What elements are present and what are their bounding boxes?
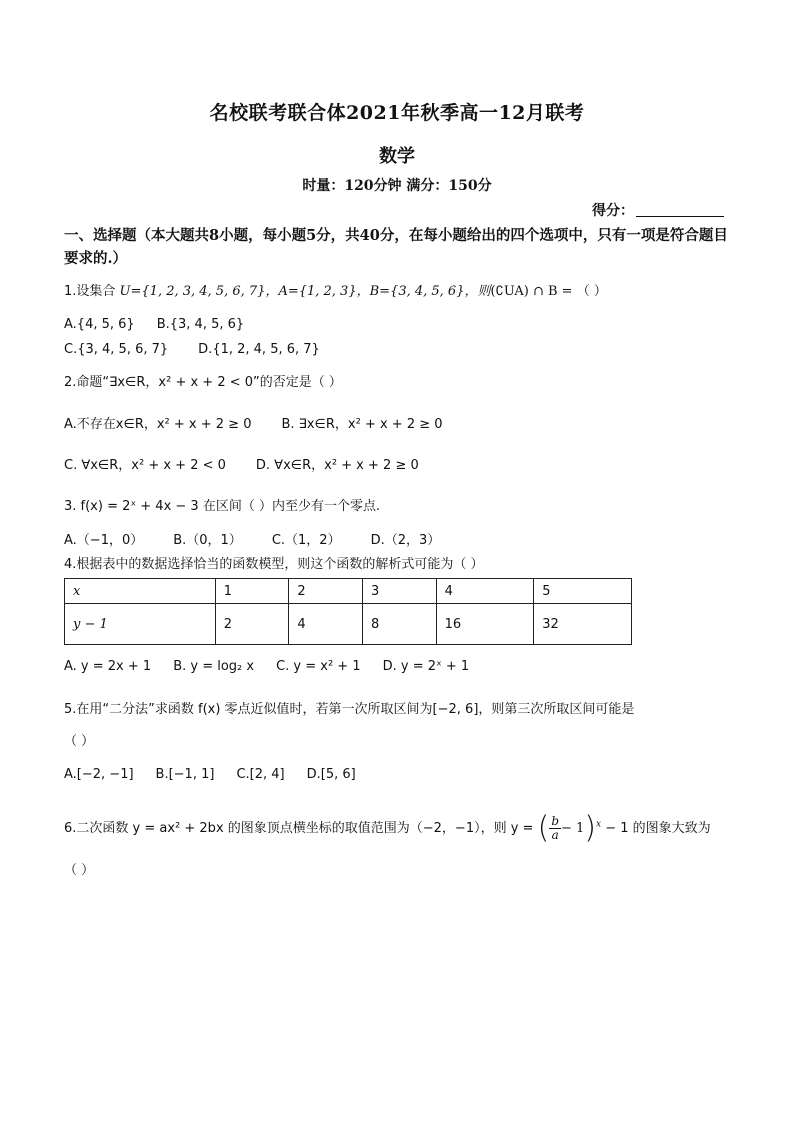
- q5-paren: （ ）: [64, 734, 95, 749]
- section-heading: 一、选择题（本大题共8小题，每小题5分，共40分，在每小题给出的四个选项中，只有一项是符合题目要求的.）: [64, 227, 728, 267]
- table-row: [65, 579, 632, 604]
- q5-option-c[interactable]: C.[2, 4]: [236, 767, 285, 782]
- q5-option-b[interactable]: B.[−1, 1]: [155, 767, 215, 782]
- q6-stem: [64, 810, 711, 846]
- q3-option-a[interactable]: A.（−1，0）: [64, 533, 144, 548]
- q6-exponent: x: [596, 819, 602, 830]
- table-cell: 5: [534, 579, 632, 604]
- table-cell: 8: [363, 604, 437, 645]
- q1-stem-prefix: 1.设集合: [64, 284, 120, 299]
- q2-option-d[interactable]: D. ∀x∈R，x² + x + 2 ≥ 0: [255, 458, 419, 473]
- q6-left-paren: (: [537, 810, 550, 846]
- q1-stem: [64, 283, 607, 301]
- table-cell: y − 1: [65, 604, 216, 645]
- q1-options-row1: [64, 316, 244, 334]
- score-label: 得分：: [592, 203, 634, 219]
- q3-stem: 3. f(x) = 2ˣ + 4x − 3 在区间（ ）内至少有一个零点.: [64, 499, 381, 514]
- table-cell: 2: [289, 579, 363, 604]
- q6-frac-num: b: [551, 814, 559, 828]
- table-cell: 16: [436, 604, 534, 645]
- q6-stem-minus: − 1: [561, 821, 585, 836]
- q2-options-row2: [64, 457, 419, 475]
- exam-subject: 数学: [379, 146, 415, 167]
- q6-stem-prefix: 6.二次函数 y = ax² + 2bx 的图象顶点横坐标的取值范围为（−2，−1），则 y =: [64, 821, 534, 836]
- q2-option-c[interactable]: C. ∀x∈R，x² + x + 2 < 0: [64, 458, 226, 473]
- q4-options: [64, 658, 469, 676]
- q1-option-c[interactable]: C.{3, 4, 5, 6, 7}: [64, 342, 169, 357]
- q4-option-b[interactable]: B. y = log₂ x: [173, 659, 255, 674]
- q4-option-d[interactable]: D. y = 2ˣ + 1: [382, 659, 470, 674]
- exam-timing: 时量：120分钟 满分：150分: [302, 178, 492, 194]
- q5-option-a[interactable]: A.[−2, −1]: [64, 767, 134, 782]
- q3-option-b[interactable]: B.（0，1）: [173, 533, 242, 548]
- q2-options-row1: [64, 416, 443, 434]
- q1-expression: (∁UA) ∩ B = （ ）: [490, 284, 607, 299]
- exam-title: 名校联考联合体2021年秋季高一12月联考: [209, 102, 585, 124]
- q1-option-b[interactable]: B.{3, 4, 5, 6}: [156, 317, 245, 332]
- q6-right-paren: ): [584, 810, 597, 846]
- q1-option-a[interactable]: A.{4, 5, 6}: [64, 317, 135, 332]
- q1-set-a: A={1, 2, 3}，: [278, 284, 370, 299]
- table-cell: x: [65, 579, 216, 604]
- q4-stem: 4.根据表中的数据选择恰当的函数模型，则这个函数的解析式可能为（ ）: [64, 557, 484, 572]
- table-cell: 2: [215, 604, 289, 645]
- table-cell: 32: [534, 604, 632, 645]
- q4-option-a[interactable]: A. y = 2x + 1: [64, 659, 152, 674]
- q2-stem: 2.命题“∃x∈R，x² + x + 2 < 0”的否定是（ ）: [64, 375, 342, 390]
- q5-options: [64, 766, 356, 784]
- q5-option-d[interactable]: D.[5, 6]: [306, 767, 356, 782]
- q1-set-u: U={1, 2, 3, 4, 5, 6, 7}，: [119, 284, 279, 299]
- table-cell: 4: [289, 604, 363, 645]
- q3-option-d[interactable]: D.（2，3）: [370, 533, 441, 548]
- q4-data-table: [64, 578, 632, 645]
- q6-fraction: [549, 815, 561, 842]
- q2-option-b[interactable]: B. ∃x∈R，x² + x + 2 ≥ 0: [281, 417, 443, 432]
- q6-stem-suffix: − 1 的图象大致为: [605, 821, 711, 836]
- q1-option-d[interactable]: D.{1, 2, 4, 5, 6, 7}: [198, 342, 320, 357]
- q4-option-c[interactable]: C. y = x² + 1: [276, 659, 361, 674]
- q1-set-b: B={3, 4, 5, 6}，则: [369, 284, 491, 299]
- q3-options: [64, 532, 440, 550]
- q6-frac-den: a: [551, 828, 559, 842]
- q1-options-row2: [64, 341, 320, 359]
- table-cell: 4: [436, 579, 534, 604]
- table-cell: 3: [363, 579, 437, 604]
- table-row: [65, 604, 632, 645]
- score-blank[interactable]: [636, 202, 724, 217]
- table-cell: 1: [215, 579, 289, 604]
- q5-stem: 5.在用“二分法”求函数 f(x) 零点近似值时，若第一次所取区间为[−2, 6]，则第三次所取区间可能是: [64, 702, 635, 717]
- q3-option-c[interactable]: C.（1，2）: [271, 533, 341, 548]
- q6-paren: （ ）: [64, 863, 95, 878]
- q2-option-a[interactable]: A.不存在x∈R，x² + x + 2 ≥ 0: [64, 417, 252, 432]
- score-field: [592, 200, 724, 220]
